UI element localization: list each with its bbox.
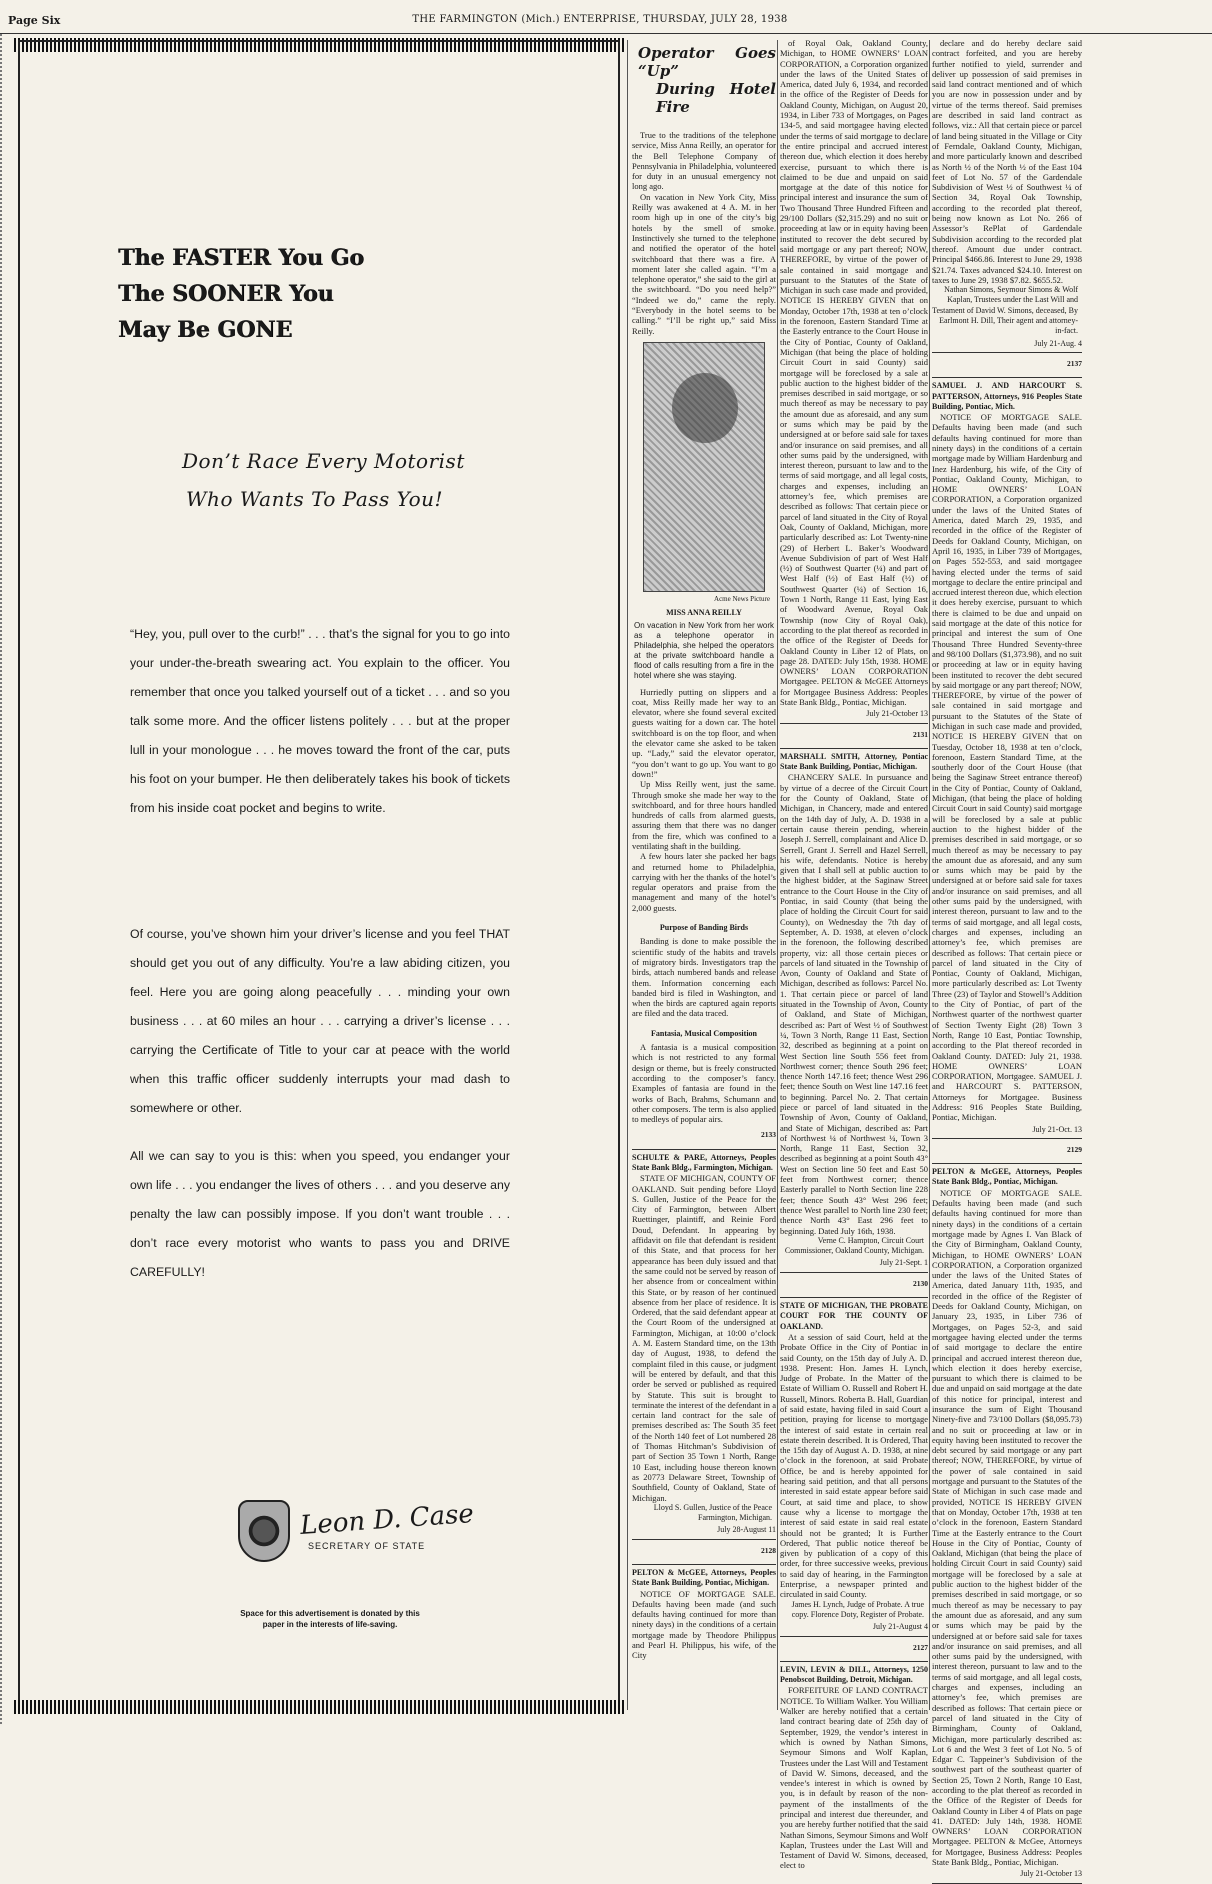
story-title-line: Operator Goes “Up” [638, 44, 776, 80]
donation-notice: Space for this advertisement is donated by this paper in the interests of life-saving. [240, 1609, 420, 1629]
photo-caption: On vacation in New York from her work as a telephone operator in Philadelphia, she helped the operators at the private switchboard handle a flood of calls resulting from a fire in the hotel where she was staying. [634, 620, 774, 680]
story-paragraph: Hurriedly putting on slippers and a coat, Miss Reilly made her way to an elevator, where she found several excited guests waiting for a down car. The hotel switchboard is on the top floor, and when the elevator came she asked to be taken up. “Lady,” said the elevator operator, “you don’t want to go up. You want to go down!” [632, 686, 776, 779]
notice-body: declare and do hereby declare said contract forfeited, and you are hereby further notified to yield, surrender and deliver up possession of said premises in said land contract mentioned and of which you are now in possession under and by virtue of the terms thereof. Said premises are described in said land contract as follows, viz.: All that certain piece or parcel of land being situated in the Village or City of Ferndale, Oakland County, Michigan, and more particularly known and described as North ½ of the North ½ of the East 104 feet of Lot No. 57 of the Gardendale Subdivision of West ½ of Southwest ¼ of Section 34, Royal Oak Township, according to the recorded plat thereof, being now known as Lot No. 266 of Assessor’s RePlat of Gardendale Subdivision according to the recorded plat thereof. Amount due under contract. Principal $466.86. Interest to June 29, 1938 $21.74. Taxes advanced $24.10. Interest on taxes to June 29, 1938 $7.82. $655.52. [932, 38, 1082, 285]
masthead [0, 0, 1212, 34]
notice-heading: SCHULTE & PARE, Attorneys, Peoples State Bank Bldg., Farmington, Michigan. [632, 1149, 776, 1174]
notice-signature: James H. Lynch, Judge of Probate. A true copy. Florence Doty, Register of Probate. [791, 1599, 924, 1619]
legal-notice [932, 1145, 1082, 1884]
notice-body: At a session of said Court, held at the Probate Office in the City of Pontiac in said County, on the 15th day of July A. D. 1938. Present: Hon. James H. Lynch, Judge of Probate. In the Matter of the Estate of William O. Russell and Robert H. Russell, Minors. Roberta B. Hall, Guardian of said estate, having filed in said Court a petition, praying for license to mortgage the interest of said estate in certain real estate therein described. It is Ordered, That the 15th day of August A. D. 1938, at nine o’clock in the forenoon, at said Probate Office, be and is hereby appointed for hearing said petition, and that all persons interested in said estate appear before said Court, at said time and place, to show cause why a license to mortgage the interest of said estate in said real estate should not be granted; It is Further Ordered, That public notice thereof be given by publication of a copy of this order, for three successive weeks, previous to said day of hearing, in the Farmington Enterprise, a newspaper printed and circulated in said County. [780, 1331, 928, 1600]
ad-paragraph: All we can say to you is this: when you speed, you endanger your own life . . . you endanger the lives of others . . . and you deserve any penalty the law can possibly impose. If you don’t want trouble . . . don’t race every motorist who wants to pass you and DRIVE CAREFULLY! [130, 1149, 510, 1279]
story-paragraph: On vacation in New York City, Miss Reilly was awakened at 4 A. M. in her room high up in one of the city’s big hotels by the smell of smoke. Instinctively she turned to the telephone and notified the operator of the hotel switchboard that there was a fire. A moment later she called again. “I’m a telephone operator,” she said to the girl at the switchboard. “Do you need help?” “Indeed we do,” came the reply. “Everybody in the hotel seems to be calling.” “I’ll be right up,” said Miss Reilly. [632, 191, 776, 336]
story-paragraph: True to the traditions of the telephone service, Miss Anna Reilly, an operator for the Bell Telephone Company of Pennsylvania in Philadelphia, volunteered for duty in an unusual emergency not long ago. [632, 130, 776, 192]
subhead-line: Don’t Race Every Motorist [182, 449, 465, 473]
newspaper-title: THE FARMINGTON (Mich.) ENTERPRISE, THURSDAY, JULY 28, 1938 [412, 14, 788, 25]
notice-body: FORFEITURE OF LAND CONTRACT NOTICE. To William Walker. You William Walker are hereby notified that a certain land contract bearing date of 25th day of September, 1929, the vendor’s interest in which is owned by Nathan Simons, Seymour Simons and Wolf Kaplan, Trustees under the Last Will and Testament of David W. Simons, deceased, and the vendee’s interest in which is owned by you, is in default by reason of the non-payment of the installments of the principal and interest due thereunder, and you are hereby further notified that the said Nathan Simons, Seymour Simons and Wolf Kaplan, Trustees under the Last Will and Testament of David W. Simons, deceased, elect to [780, 1685, 928, 1871]
notice-heading: PELTON & McGEE, Attorneys, Peoples State Bank Building, Pontiac, Michigan. [632, 1564, 776, 1589]
ad-paragraph: Of course, you’ve shown him your driver’s license and you feel THAT should get you out of any difficulty. You’re a law abiding citizen, you feel. Here you are going along peacefully . . . minding your own business . . . at 60 miles an hour . . . carrying a driver’s license . . . carrying the Certificate of Title to your car at peace with the world when this traffic officer suddenly interrupts your mad dash to somewhere or other. [130, 927, 510, 1115]
legal-notice [932, 359, 1082, 1139]
notice-body: NOTICE OF MORTGAGE SALE. Defaults having been made (and such defaults having continued for more than ninety days) in the conditions of a certain mortgage made by Theodore Philippus and Pearl H. Philippus, his wife, of the City [632, 1588, 776, 1661]
notice-dates: July 21-October 13 [932, 1869, 1082, 1883]
notice-dates: July 21-August 4 [780, 1622, 928, 1636]
column-divider [929, 40, 930, 1710]
column-divider [627, 40, 628, 1710]
state-seal-icon [238, 1500, 290, 1562]
notice-number: 2127 [913, 1642, 928, 1652]
notice-number: 2137 [1067, 358, 1082, 368]
notice-dates: July 21-Aug. 4 [932, 339, 1082, 353]
legal-notice [632, 1130, 776, 1539]
notice-heading: SAMUEL J. AND HARCOURT S. PATTERSON, Attorneys, 916 Peoples State Building, Pontiac, Mich. [932, 377, 1082, 412]
headline-line: The FASTER You Go [118, 245, 364, 271]
caption-name: MISS ANNA REILLY [666, 608, 742, 618]
notice-number: 2131 [913, 729, 928, 739]
story-paragraph: A few hours later she packed her bags and returned home to Philadelphia, carrying with her the thanks of the hotel’s regular operators and praise from the management and many of the hotel’s 2,000 guests. [632, 851, 776, 913]
legal-notices [632, 1130, 776, 1660]
notice-number: 2133 [761, 1130, 776, 1140]
signature-block [299, 1498, 475, 1551]
legal-notices-column [932, 38, 1082, 1879]
filler-heading: Fantasia, Musical Composition [650, 1028, 757, 1038]
notice-heading: LEVIN, LEVIN & DILL, Attorneys, 1250 Penobscot Building, Detroit, Michigan. [780, 1661, 928, 1686]
photo-credit: Acme News Picture [714, 594, 770, 603]
story-paragraph: Up Miss Reilly went, just the same. Through smoke she made her way to the switchboard, and for three hours handled hundreds of calls from alarmed guests, assuring them that there was no danger from the fire, which was confined to a ventilating shaft in the building. [632, 779, 776, 851]
notice-signature: Verne C. Hampton, Circuit Court Commissioner, Oakland County, Michigan. [784, 1235, 924, 1256]
notice-number: 2128 [761, 1545, 776, 1555]
legal-notices-column [780, 38, 928, 1871]
notice-heading: PELTON & McGEE, Attorneys, Peoples State Bank Bldg., Pontiac, Michigan. [932, 1163, 1082, 1188]
ad-headline [118, 240, 364, 348]
notice-number: 2129 [1067, 1144, 1082, 1154]
legal-notice [632, 1546, 776, 1661]
story-title-line: During Hotel Fire [656, 80, 776, 116]
notice-body: CHANCERY SALE. In pursuance and by virtue of a decree of the Circuit Court for the County of Oakland, State of Michigan, in Chancery, made and entered on the 14th day of July, A. D. 1938 in a certain cause therein pending, wherein Joseph J. Serrell, complainant and Alice D. Serrell, Grant J. Serrell and Hazel Serrell, his wife, defendants. Notice is hereby given that I shall sell at public auction to the highest bidder, at the Saginaw Street entrance to the Court House in the City of Pontiac, in said County (that being the place of holding the Circuit Court for said County), on Wednesday the 7th day of September, A. D. 1938, at eleven o’clock in the forenoon, the following described property, viz: all those certain pieces or parcels of land situated in the Township of Avon, County of Oakland and State of Michigan, described as follows: Parcel No. 1. That certain piece or parcel of land situated in the Township of Avon, County of Oakland, and State of Michigan, described as: Part of West ½ of Southwest ¼, Town 3 North, Range 11 East, Section 32, described as beginning at a point on West Section line South 556 feet from Northwest corner; thence South 296 feet; thence North 147.16 feet; thence West 296 feet; thence South on West line 147.16 feet to beginning. Parcel No. 2. That certain piece or parcel of land situated in the Township of Avon, County of Oakland, and State of Michigan, described as: Part of Northwest ¼ of Northwest ¼, Town 3 North, Range 11 East, Section 32, described as beginning at a point South 43° West on Section line 50 feet and East 50 feet from Northwest corner; thence Easterly parallel to North Section line 228 feet; thence South 43° West 296 feet; thence West parallel to North line 230 feet; thence North 43° East 296 feet to beginning. Dated July 16th, 1938. [780, 772, 928, 1236]
ad-paragraph: “Hey, you, pull over to the curb!” . . . that’s the signal for you to go into your under-the-breath swearing act. You explain to the officer. You remember that once you talked yourself out of a ticket . . . and so you talk some more. And the officer listens politely . . . but at the proper lull in your monologue . . . he moves toward the front of the car, puts his foot on your bumper. He then deliberately takes his book of tickets from his inside coat pocket and begins to write. [130, 627, 510, 815]
legal-notice [932, 38, 1082, 353]
notice-dates: July 21-Sept. 1 [780, 1258, 928, 1272]
notice-dates: July 21-October 13 [780, 709, 928, 723]
notice-body: STATE OF MICHIGAN, COUNTY OF OAKLAND. Suit pending before Lloyd S. Gullen, Justice of the Peace for the City of Farmington, between Albert Ruettinger, plaintiff, and Reinie Ford Doud, Defendant. In appearing by affidavit on file that defendant is resident of this State, and that process for her appearance has been duly issued and that the same could not be served by reason of her absence from or concealment within this State, or by reason of her continued absence from her place of residence. It is Ordered, that the said defendant appear at the Court Room of the undersigned at Farmington, Michigan, at 10:00 o’clock A. M. Eastern Standard time, on the 13th day of August, 1938, to defend the complaint filed in this cause, or judgment will be entered by default, and that this order be served or published as required by Statute. This suit is brought to terminate the interest of the defendant in a certain land contract for the sale of premises described as: The South 35 feet of the North 140 feet of Lot numbered 28 of Thomas Hitchman’s Subdivision of part of Section 35 Town 1 North, Range 10 East, including house thereon known as 20773 Delaware Street, Township of Southfield, County of Oakland, State of Michigan. [632, 1173, 776, 1503]
anna-reilly-photo [643, 342, 765, 592]
notice-dates: July 21-Oct. 13 [932, 1125, 1082, 1139]
notice-signature: Nathan Simons, Seymour Simons & Wolf Kaplan, Trustees under the Last Will and Testament of David W. Simons, deceased, By Earlmont H. Dill, Their agent and attorney-in-fact. [932, 285, 1078, 336]
column-divider [777, 40, 778, 1710]
legal-notice [780, 1279, 928, 1637]
notice-body: NOTICE OF MORTGAGE SALE. Defaults having been made (and such defaults having continued for more than ninety days) in the conditions of a certain mortgage made by William Hardenburg and Inez Hardenburg, his wife, of the City of Pontiac, Oakland County, Michigan, to HOME OWNERS’ LOAN CORPORATION, a Corporation organized under the laws of the United States of America, dated March 29, 1935, and recorded in the office of the Register of Deeds for Oakland County, Michigan, on April 16, 1935, in Liber 739 of Mortgages, on Pages 552-553, and said mortgagee having elected under the terms of said mortgage to declare the entire principal and accrued interest thereon due, which election it does hereby exercise, pursuant to which there is claimed to be due and unpaid on said mortgage at the date of this notice for principal and interest the sum of One Thousand Three Hundred Seventy-three and 98/100 Dollars ($1,373.98), and no suit or proceeding at law or in equity having been instituted to recover the debt secured by said mortgage or any part thereof; NOW, THEREFORE, by virtue of the power of sale contained in said mortgage and pursuant to the Statutes of the State of Michigan in such case made and provided, NOTICE IS HEREBY GIVEN that on Tuesday, October 18, 1938 at ten o’clock, forenoon, Eastern Standard Time, at the southerly door of the Court House (that being the Saginaw Street entrance thereof) in the City of Pontiac, County of Oakland, Michigan, (that being the place of holding Circuit Court in said County) said mortgage will be foreclosed by a sale at public auction to the highest bidder of the premises described in said mortgage, or so much thereof as may be necessary to pay the amount due as aforesaid, and any sum or sums which may be paid by the undersigned at or before said sale for taxes and/or insurance on said premises, and all other sums paid by the undersigned, with interest thereon, pursuant to law and to the terms of said mortgage, and all legal costs, charges and expenses, including an attorney’s fee, which premises are described as follows: That certain piece or parcel of land situated in the City of Pontiac, County of Oakland, Michigan, more particularly described as: Lot Twenty Three (23) of Taylor and Stowell’s Addition to the City of Pontiac, of part of the Northwest quarter of the northwest quarter of Section Twenty Eight (28) Town 3 North, Range 10 East, Pontiac Township, according to the Plat thereof recorded in Oakland County. DATED: July 21, 1938. HOME OWNERS’ LOAN CORPORATION, Mortgagee. SAMUEL J. and HARCOURT S. PATTERSON, Attorneys for Mortgagee. Business Address: 916 Peoples State Building, Pontiac, Michigan. [932, 412, 1082, 1123]
filler-text: Banding is done to make possible the scientific study of the habits and travels of migratory birds. Investigators trap the birds, attach numbered bands and release them. Information concerning each banded bird is filed in Washington, and when the birds are captured again reports are filed and the data traced. [632, 936, 776, 1019]
legal-notice [780, 38, 928, 724]
story-title [638, 44, 776, 116]
signature: Leon D. Case [299, 1498, 475, 1542]
legal-notice [780, 730, 928, 1273]
ad-subhead [182, 442, 465, 518]
page-number: Page Six [8, 14, 61, 27]
notice-heading: STATE OF MICHIGAN, THE PROBATE COURT FOR THE COUNTY OF OAKLAND. [780, 1297, 928, 1332]
filler-heading: Purpose of Banding Birds [659, 923, 749, 933]
notice-heading: MARSHALL SMITH, Attorney, Pontiac State Bank Building, Pontiac, Michigan. [780, 748, 928, 773]
fold-line [0, 34, 3, 1724]
notice-dates: July 28-August 11 [632, 1525, 776, 1539]
notice-body: NOTICE OF MORTGAGE SALE. Defaults having been made (and such defaults having continued for more than ninety days) in the conditions of a certain mortgage made by Agnes I. Van Black of the City of Birmingham, Oakland County, Michigan, to HOME OWNERS’ LOAN CORPORATION, a Corporation organized under the laws of the United States of America, dated January 11th, 1935, and recorded in the office of the Register of Deeds for Oakland County, Michigan, on January 23, 1935, in Liber 736 of Mortgages, on Pages 52-3, and said mortgagee having elected under the terms of said mortgage to declare the entire principal and accrued interest thereon due, which election it does hereby exercise, pursuant to which there is claimed to be due and unpaid on said mortgage at the date of this notice for principal, interest and insurance the sum of Eight Thousand Ninety-five and 73/100 Dollars ($8,095.73) and no suit or proceeding at law or in equity having been instituted to recover the debt secured by said mortgage or any part thereof; NOW, THEREFORE, by virtue of the power of sale contained in said mortgage and pursuant to the Statutes of the State of Michigan in such case made and provided, NOTICE IS HEREBY GIVEN that on Monday, October 17th, 1938 at ten o’clock in the forenoon, Eastern Standard Time at the Easterly entrance to the Court House in the City of Pontiac, County of Oakland, Michigan (that being the place of holding Circuit Court in said County) said mortgage will be foreclosed by a sale at public auction to the highest bidder of the premises described in said mortgage, or so much thereof as may be necessary to pay the amount due as aforesaid, and any sum or sums which may be paid by the undersigned at or before said sale for taxes and/or insurance on said premises, and all other sums paid by the undersigned, with interest thereon, pursuant to law and to the terms of said mortgage, and all legal costs, charges and expenses, including an attorney’s fee, which premises are described as follows: That certain piece or parcel of land situated in the City of Birmingham, County of Oakland, Michigan, more particularly described as: Lot 6 and the West 3 feet of Lot No. 5 of Edgar C. Tappeiner’s Subdivision of the southwest part of the southeast quarter of Section 25, Town 2 North, Range 10 East, according to the plat thereof as recorded in the Office of the Register of Deeds for Oakland County in Liber 4 of Plats on page 41. DATED: July 14th, 1938. HOME OWNERS’ LOAN CORPORATION Mortgagee. PELTON & McGee, Attorneys for Mortgagee, Business Address: Peoples State Bank Bldg., Pontiac, Michigan. [932, 1187, 1082, 1868]
notice-signature: Lloyd S. Gullen, Justice of the Peace Farmington, Michigan. [653, 1502, 772, 1523]
subhead-line: Who Wants To Pass You! [186, 487, 444, 511]
legal-notice [780, 1643, 928, 1871]
news-column [632, 38, 776, 1718]
notice-body: of Royal Oak, Oakland County, Michigan, to HOME OWNERS’ LOAN CORPORATION, a Corporation organized under the laws of the United States of America, dated July 6, 1934, and recorded in the office of the Register of Deeds for Oakland County, Michigan, on August 20, 1934, in Liber 733 of Mortgages, on Pages 134-5, and said mortgagee having elected under the terms of said mortgage to declare the entire principal and accrued interest thereon due, which election it does hereby exercise, pursuant to which there is claimed to be due and unpaid on said mortgage at the date of this notice for principal interest and insurance the sum of Two Thousand Three Hundred Fifteen and 29/100 Dollars ($2,315.29) and no suit or proceeding at law or in equity having been instituted to recover the debt secured by said mortgage or any part thereof; NOW, THEREFORE, by virtue of the power of sale contained in said mortgage and pursuant to the Statutes of the State of Michigan in such case made and provided, NOTICE IS HEREBY GIVEN that on Monday, October 17th, 1938 at ten o’clock in the forenoon, Eastern Standard Time at the Easterly entrance to the Court House in the City of Pontiac, County of Oakland, Michigan (that being the place of holding Circuit Court in said County) said mortgage will be foreclosed by a sale at public auction to the highest bidder of the premises described in said mortgage, or so much thereof as may be necessary to pay the amount due as aforesaid, and any sum or sums which may be paid by the undersigned at or before said sale for taxes and/or insurance on said premises, and all other sums paid by the undersigned, with interest thereon, pursuant to law and to the terms of said mortgage, and all legal costs, charges and expenses, including an attorney’s fee, which premises are described as follows: That certain piece or parcel of land situated in the City of Royal Oak, County of Oakland, Michigan, more particularly described as: Lot Twenty-nine (29) of Herbert L. Baker’s Woodward Avenue Subdivision of part of West Half (½) of Southwest Quarter (¼) and part of West Half (½) of East Half (½) of Southwest Quarter (¼) of Section 16, Town 1 North, Range 11 East, lying East of Woodward Avenue, Royal Oak Township (now City of Royal Oak), according to the plat thereof as recorded in the office of the Register of Deeds for Oakland County in Liber 12 of Plats, on page 28. DATED: July 15th, 1938. HOME OWNERS’ LOAN CORPORATION Mortgagee. PELTON & McGEE Attorneys for Mortgagee Business Address: Peoples State Bank Bldg., Pontiac, Michigan. [780, 38, 928, 707]
signature-title: SECRETARY OF STATE [308, 1541, 426, 1551]
headline-line: The SOONER You [118, 281, 334, 307]
filler-text: A fantasia is a musical composition which is not restricted to any formal design or theme, but is freely constructed according to the composer’s fancy. Examples of fantasia are found in the works of Bach, Brahms, Schumann and other composers. The term is also applied to medleys of popular airs. [632, 1042, 776, 1125]
ad-bottom-border [14, 1700, 626, 1714]
headline-line: May Be GONE [118, 317, 293, 343]
notice-number: 2130 [913, 1278, 928, 1288]
